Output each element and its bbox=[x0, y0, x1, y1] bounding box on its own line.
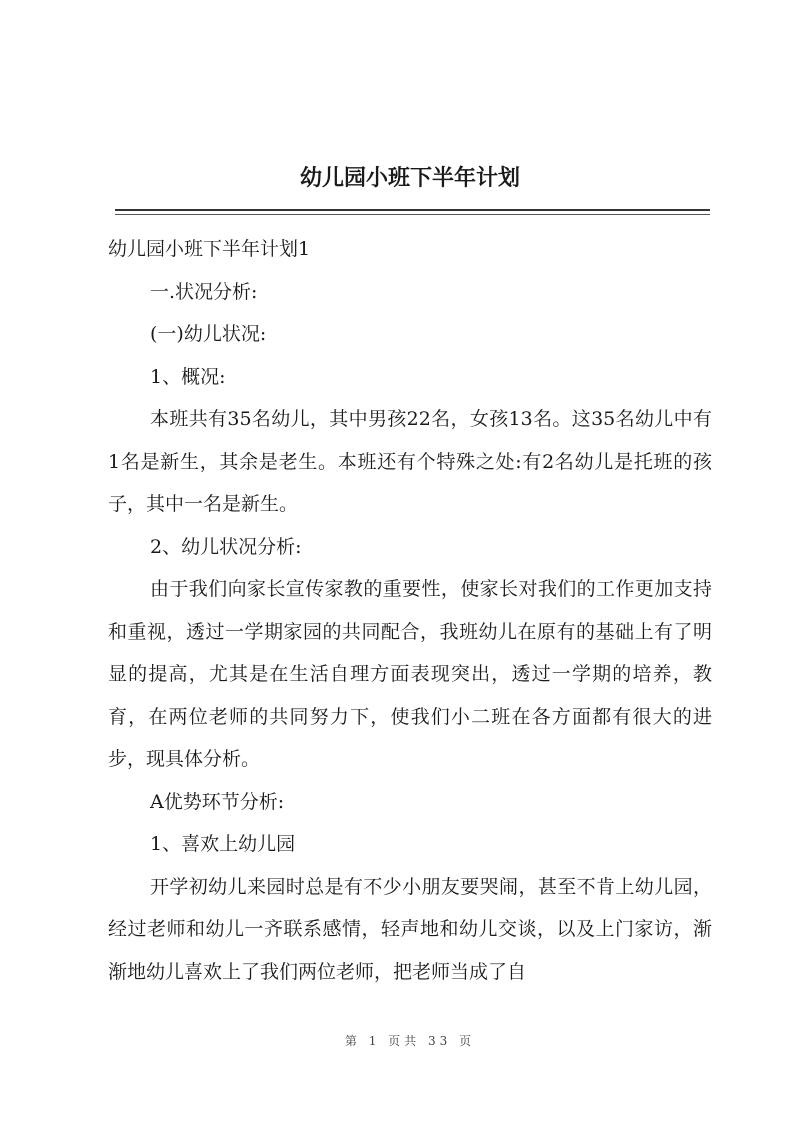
title-divider bbox=[115, 209, 710, 211]
paragraph: 1、喜欢上幼儿园 bbox=[150, 833, 296, 855]
paragraph: 一.状况分析: bbox=[150, 280, 258, 303]
paragraph: 幼儿园小班下半年计划1 bbox=[108, 238, 311, 260]
paragraph: 2、幼儿状况分析: bbox=[150, 535, 302, 558]
document-title: 幼儿园小班下半年计划 bbox=[299, 166, 520, 191]
paragraph: 开学初幼儿来园时总是有不少小朋友要哭闹，甚至不肯上幼儿园，经过老师和幼儿一齐联系感情，轻声地和幼儿交谈，以及上门家访，渐渐地幼儿喜欢上了我们两位老师，把老师当成了自 bbox=[108, 875, 712, 983]
paragraph: A优势环节分析: bbox=[150, 790, 285, 813]
paragraph: 由于我们向家长宣传家教的重要性，使家长对我们的工作更加支持和重视，透过一学期家园的共同配合，我班幼儿在原有的基础上有了明显的提高，尤其是在生活自理方面表现突出，透过一学期的培养，教育，在两位老师的共同努力下，使我们小二班在各方面都有很大的进步，现具体分析。 bbox=[108, 578, 712, 770]
page-number-footer: 第 1 页共 33 页 bbox=[344, 1034, 476, 1048]
document-body bbox=[108, 228, 712, 993]
paragraph: (一)幼儿状况: bbox=[150, 323, 267, 345]
paragraph: 本班共有35名幼儿，其中男孩22名，女孩13名。这35名幼儿中有1名是新生，其余是老生。本班还有个特殊之处:有2名幼儿是托班的孩子，其中一名是新生。 bbox=[108, 408, 712, 515]
title-divider-thin bbox=[115, 214, 710, 215]
paragraph: 1、概况: bbox=[150, 365, 226, 388]
